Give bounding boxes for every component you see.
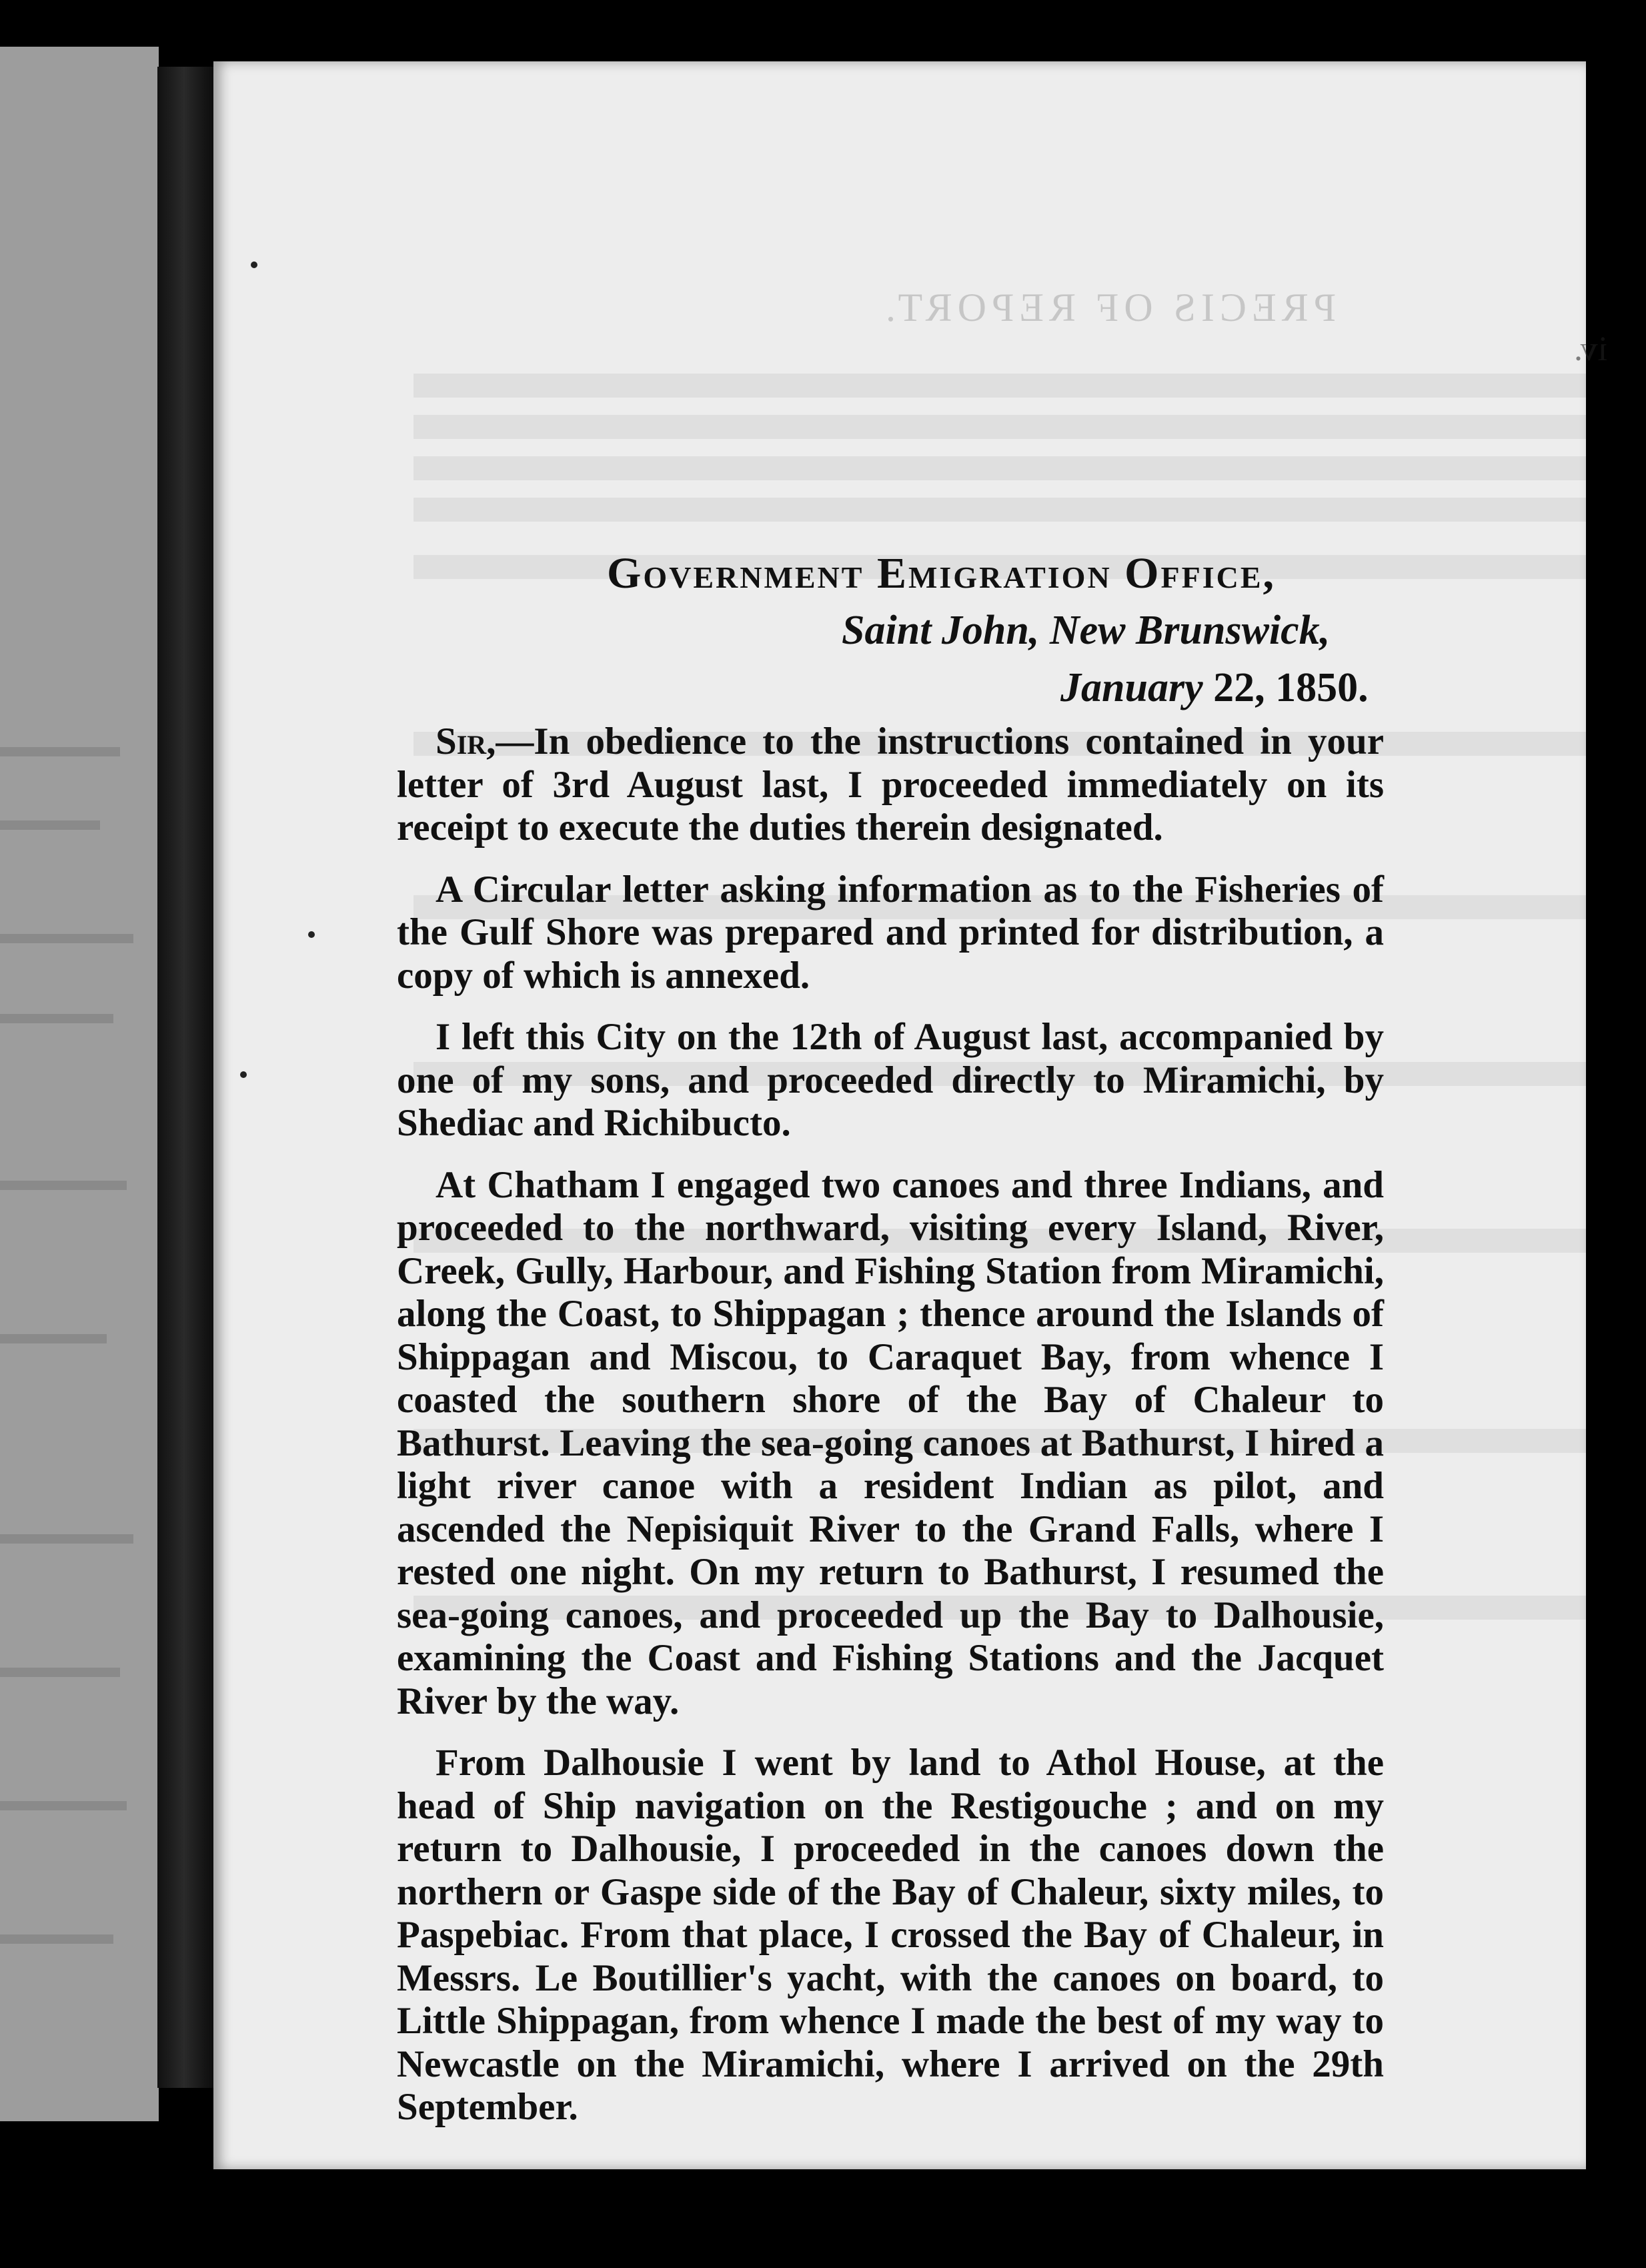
letter-body: [397, 720, 1384, 2148]
letter-paragraph: [397, 720, 1384, 850]
letter-place: Saint John, New Brunswick,: [842, 608, 1331, 653]
bleed-through-line: [414, 498, 1587, 522]
bleed-through-page-number: iv.: [1574, 330, 1608, 368]
ink-speck: [240, 1071, 247, 1078]
letter-date-month: January: [1060, 665, 1203, 710]
bleed-through-line: [414, 374, 1587, 398]
bleed-through-line: [414, 415, 1587, 439]
letter-paragraph: From Dalhousie I went by land to Athol House, at the head of Ship navigation on the Restigouche ; and on my return to Dalhousie, I proceeded in the canoes down the northern or Gaspe side of the Bay of Chaleur, sixty miles, to Paspebiac. From that place, I crossed the Bay of Chaleur, in Messrs. Le Boutillier's yacht, with the canoes on board, to Little Shippagan, from whence I made the best of my way to Newcastle on the Miramichi, where I arrived on the 29th September.: [397, 1742, 1384, 2128]
ink-speck: [251, 261, 257, 268]
previous-page-edge: [0, 47, 159, 2121]
letter-paragraph: A Circular letter asking information as to the Fisheries of the Gulf Shore was prepared and printed for distribution, a copy of which is annexed.: [397, 868, 1384, 997]
bleed-through-line: [414, 456, 1587, 480]
bleed-through-title: PRECIS OF REPORT.: [880, 286, 1337, 330]
letter-date: [1060, 664, 1369, 712]
letter-date-day-year: 22, 1850.: [1202, 665, 1369, 710]
letter-paragraph-text: —In obedience to the instructions contained in your letter of 3rd August last, I proceeded immediately on its receipt to execute the duties therein designated.: [397, 720, 1384, 848]
letter-paragraph: I left this City on the 12th of August last, accompanied by one of my sons, and proceeded directly to Miramichi, by Shediac and Richibucto.: [397, 1016, 1384, 1144]
ink-speck: [308, 931, 315, 938]
salutation: Sir,: [436, 720, 496, 762]
office-heading: Government Emigration Office,: [607, 549, 1277, 598]
letter-paragraph: At Chatham I engaged two canoes and three Indians, and proceeded to the northward, visiting every Island, River, Creek, Gully, Harbour, and Fishing Station from Miramichi, along the Coast, to Shippagan ; thence around the Islands of Shippagan and Miscou, to Caraquet Bay, from whence I coasted the southern shore of the Bay of Chaleur to Bathurst. Leaving the sea-going canoes at Bathurst, I hired a light river canoe with a resident Indian as pilot, and ascended the Nepisiquit River to the Grand Falls, where I rested one night. On my return to Bathurst, I resumed the sea-going canoes, and proceeded up the Bay to Dalhousie, examining the Coast and Fishing Stations and the Jacquet River by the way.: [397, 1163, 1384, 1722]
